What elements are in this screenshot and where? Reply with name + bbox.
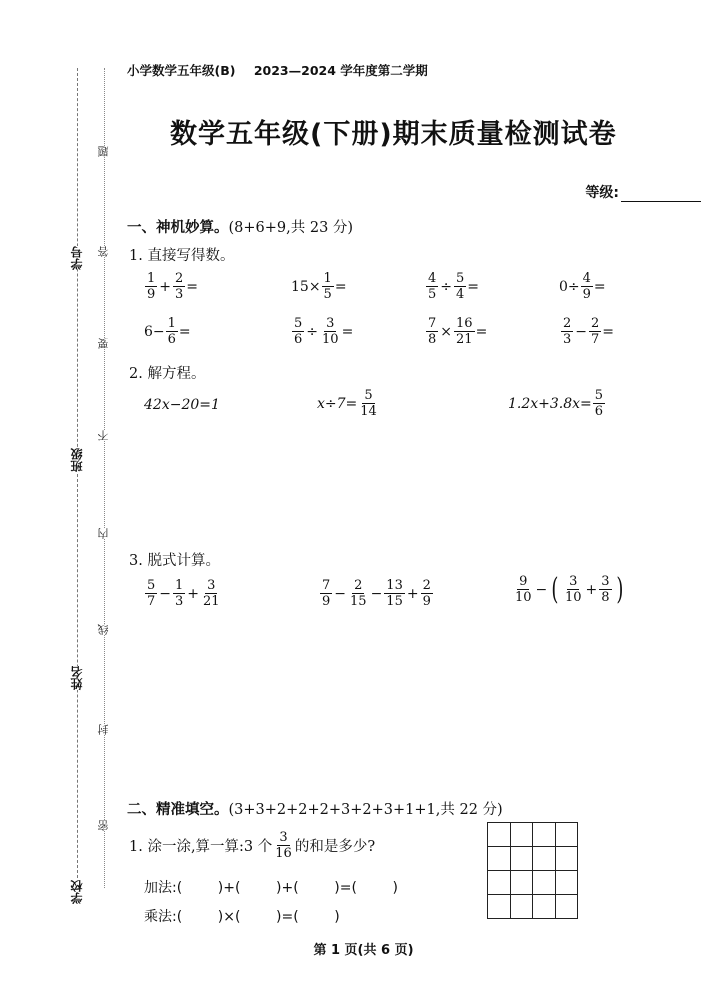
grid-cell[interactable] — [510, 871, 533, 895]
grid-cell[interactable] — [510, 895, 533, 919]
fraction: $\frac{1}{6}$ — [167, 316, 176, 347]
grid-cell[interactable] — [555, 847, 578, 871]
left-paren: ( — [551, 571, 559, 607]
grid-cell[interactable] — [533, 895, 556, 919]
grid-cell[interactable] — [488, 871, 511, 895]
fraction: $\frac{2}{15}$ — [350, 578, 367, 609]
right-paren: ) — [615, 571, 623, 607]
margin-label-class: 班级 — [70, 448, 84, 472]
grid-cell[interactable] — [488, 895, 511, 919]
section1-title: 一、神机妙算。 — [127, 220, 229, 236]
seal-char: 答 — [97, 246, 110, 257]
grid-cell[interactable] — [533, 823, 556, 847]
seal-char: 密 — [97, 820, 110, 831]
q1-r1c3: $\frac{4}{5}$ ÷ $\frac{5}{4}$ = — [428, 271, 480, 302]
q1-r1c4: 0÷ $\frac{4}{9}$ = — [559, 271, 606, 302]
page-title: 数学五年级(下册)期末质量检测试卷 — [170, 119, 617, 150]
fraction: $\frac{7}{9}$ — [322, 578, 331, 609]
q1-r1c2: 15× $\frac{1}{5}$ = — [291, 271, 347, 302]
grid-cell[interactable] — [555, 823, 578, 847]
seal-char: 要 — [97, 338, 110, 349]
q2-label: 2. 解方程。 — [129, 366, 206, 382]
binding-dashed-line — [77, 68, 78, 888]
fraction: $\frac{4}{5}$ — [428, 271, 437, 302]
fraction: $\frac{1}{5}$ — [323, 271, 332, 302]
fraction: $\frac{2}{7}$ — [591, 316, 600, 347]
s2-q1-text: 1. 涂一涂,算一算:3 个 $\frac{3}{16}$ 的和是多少? — [129, 830, 376, 861]
q1-r2c3: $\frac{7}{8}$ × $\frac{16}{21}$ = — [428, 316, 488, 347]
fraction: $\frac{9}{10}$ — [515, 574, 532, 605]
page-header — [127, 61, 442, 79]
coloring-grid[interactable] — [487, 822, 578, 919]
fraction: $\frac{3}{8}$ — [601, 574, 610, 605]
q1-r2c4: $\frac{2}{3}$ − $\frac{2}{7}$ = — [563, 316, 615, 347]
seal-char: 不 — [97, 430, 110, 441]
seal-char: 封 — [97, 724, 110, 735]
q3-label: 3. 脱式计算。 — [129, 553, 220, 569]
fraction: $\frac{1}{9}$ — [147, 271, 156, 302]
multiplication-fill-line[interactable]: 乘法:( )×( )=( ) — [144, 909, 340, 925]
fraction: $\frac{13}{15}$ — [386, 578, 403, 609]
seal-char: 内 — [97, 528, 110, 539]
grid-cell[interactable] — [488, 847, 511, 871]
q3-calc-3: $\frac{9}{10}$ − ( $\frac{3}{10}$ + $\frac{3}{8}$ ) — [515, 571, 623, 607]
q3-calc-2: $\frac{7}{9}$ − $\frac{2}{15}$ − $\frac{13}{15}$ + $\frac{2}{9}$ — [322, 578, 431, 609]
fraction: $\frac{2}{3}$ — [175, 271, 184, 302]
q3-calc-1: $\frac{5}{7}$ − $\frac{1}{3}$ + $\frac{3}{21}$ — [147, 578, 220, 609]
grade-blank[interactable] — [621, 187, 701, 202]
binding-dotted-line — [104, 68, 105, 888]
margin-label-school: 学校 — [70, 880, 84, 904]
grid-cell[interactable] — [533, 871, 556, 895]
grid-cell[interactable] — [488, 823, 511, 847]
grade-field — [585, 182, 701, 202]
header-course: 小学数学五年级(B) — [127, 63, 236, 78]
q1-r2c1: 6− $\frac{1}{6}$ = — [144, 316, 191, 347]
margin-label-name: 姓名 — [70, 666, 84, 690]
seal-char: 线 — [97, 624, 110, 635]
header-term: 2023—2024 学年度第二学期 — [253, 63, 428, 78]
section1-points: (8+6+9,共 23 分) — [228, 220, 354, 236]
page-footer: 第 1 页(共 6 页) — [313, 943, 414, 958]
fraction: $\frac{7}{8}$ — [428, 316, 437, 347]
fraction: $\frac{1}{3}$ — [175, 578, 184, 609]
q1-label: 1. 直接写得数。 — [129, 248, 235, 264]
grid-cell[interactable] — [510, 823, 533, 847]
fraction: $\frac{2}{9}$ — [422, 578, 431, 609]
fraction: $\frac{4}{9}$ — [582, 271, 591, 302]
fraction: $\frac{3}{21}$ — [203, 578, 220, 609]
q1-r1c1: $\frac{1}{9}$ + $\frac{2}{3}$ = — [147, 271, 199, 302]
q2-equation-3: 1.2x+3.8x= $\frac{5}{6}$ — [508, 388, 604, 419]
grid-cell[interactable] — [510, 847, 533, 871]
fraction: $\frac{5}{6}$ — [294, 316, 303, 347]
addition-fill-line[interactable]: 加法:( )+( )+( )=( ) — [144, 880, 399, 896]
margin-label-student-id: 学号 — [70, 246, 84, 270]
q2-equation-1: 42x−20=1 — [144, 397, 220, 413]
grid-cell[interactable] — [555, 895, 578, 919]
fraction: $\frac{5}{4}$ — [456, 271, 465, 302]
section1-heading — [127, 216, 353, 237]
fraction: $\frac{5}{14}$ — [360, 388, 377, 419]
fraction: $\frac{5}{7}$ — [147, 578, 156, 609]
seal-char: 题 — [97, 146, 110, 157]
fraction: $\frac{16}{21}$ — [456, 316, 473, 347]
section2-heading — [127, 798, 503, 819]
q1-r2c2: $\frac{5}{6}$ ÷ $\frac{3}{10}$ = — [294, 316, 354, 347]
q2-equation-2: x÷7= $\frac{5}{14}$ — [317, 388, 377, 419]
fraction: $\frac{5}{6}$ — [594, 388, 604, 419]
section2-points: (3+3+2+2+2+3+2+3+1+1,共 22 分) — [228, 802, 503, 818]
fraction: $\frac{3}{16}$ — [275, 830, 292, 861]
grade-label: 等级: — [585, 185, 619, 201]
fraction: $\frac{3}{10}$ — [322, 316, 339, 347]
fraction: $\frac{2}{3}$ — [563, 316, 572, 347]
fraction: $\frac{3}{10}$ — [565, 574, 582, 605]
section2-title: 二、精准填空。 — [127, 802, 229, 818]
grid-cell[interactable] — [533, 847, 556, 871]
grid-cell[interactable] — [555, 871, 578, 895]
